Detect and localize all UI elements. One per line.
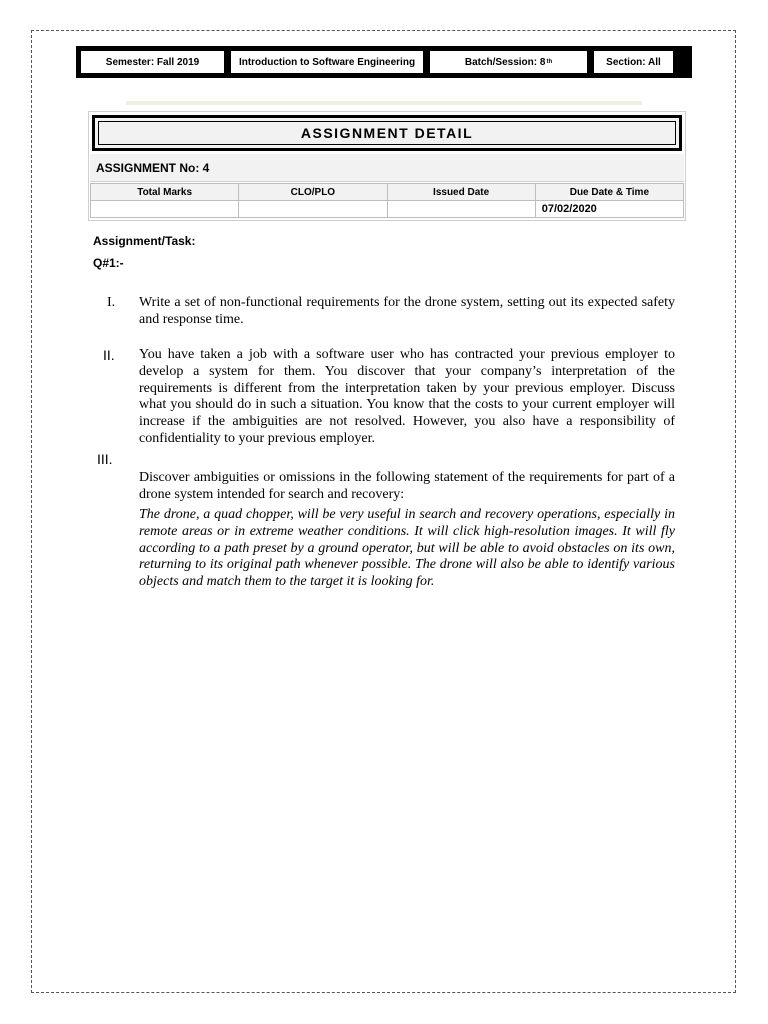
semester-cell [79,49,226,75]
section-text: Section: All [606,56,661,68]
clo-plo-value [239,201,387,218]
item-numeral-2: II. [103,347,115,363]
issued-date-value [387,201,535,218]
batch-cell [428,49,589,75]
course-text: Introduction to Software Engineering [238,56,416,68]
assignment-info-table [90,183,684,218]
assignment-detail-title: ASSIGNMENT DETAIL [92,115,682,151]
table-header-row [91,184,684,201]
question-label: Q#1:- [93,256,124,270]
column-issued-date: Issued Date [387,184,535,201]
item-numeral-1: I. [107,295,116,310]
item-numeral-3: III. [97,451,113,467]
assignment-task-label: Assignment/Task: [93,234,196,248]
batch-superscript: th [546,59,553,65]
column-clo-plo: CLO/PLO [239,184,387,201]
table-row [91,201,684,218]
section-cell [592,49,675,75]
total-marks-value [91,201,239,218]
course-cell [229,49,425,75]
assignment-detail-box [88,111,686,221]
course-header-bar [76,46,692,78]
question-item-2: You have taken a job with a software user who has contracted your previous employer to develop a system for them. You discover that your company’s interpretation of the requirements is different from the interpretation taken by your previous employer. Discuss what you should do in such a situation. You know that the costs to your current employer will increase if the ambiguities are not resolved. However, you also have a responsibility of confidentiality to your previous employer. [139,347,675,446]
semester-text: Semester: Fall 2019 [105,56,200,68]
due-date-value: 07/02/2020 [535,201,683,218]
requirements-quote: The drone, a quad chopper, will be very useful in search and recovery operations, especially in remote areas or in extreme weather conditions. It will click high-resolution images. It will fly according to a path preset by a ground operator, but will be able to avoid obstacles on its own, returning to its original path whenever possible. The drone will also be able to identify various objects and match them to the target it is looking for. [139,507,675,590]
column-due-date: Due Date & Time [535,184,683,201]
column-total-marks: Total Marks [91,184,239,201]
batch-text: Batch/Session: 8 [464,56,546,68]
question-item-1: Write a set of non-functional requirements for the drone system, setting out its expected safety and response time. [139,295,675,327]
question-item-3: Discover ambiguities or omissions in the following statement of the requirements for part of a drone system intended for search and recovery: [139,470,675,502]
divider-line [126,101,642,105]
assignment-number: ASSIGNMENT No: 4 [90,154,684,182]
